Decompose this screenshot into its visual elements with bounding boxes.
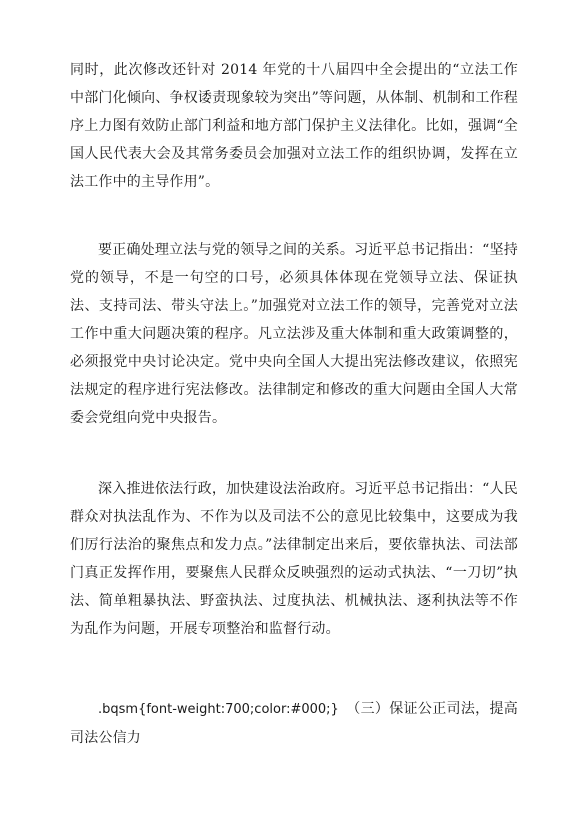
paragraph-1: 同时，此次修改还针对 2014 年党的十八届四中全会提出的“立法工作中部门化倾向、争权诿责现象较为突出”等问题，从体制、机制和工作程序上力图有效防止部门利益和地方部门保护主义法律化。比如，强调“全国人民代表大会及其常务委员会加强对立法工作的组织协调，发挥在立法工作中的主导作用”。 [70, 62, 518, 190]
paragraph-2: 要正确处理立法与党的领导之间的关系。习近平总书记指出：“坚持党的领导，不是一句空的口号，必须具体体现在党领导立法、保证执法、支持司法、带头守法上。”加强党对立法工作的领导，完善党对立法工作中重大问题决策的程序。凡立法涉及重大体制和重大政策调整的，必须报党中央讨论决定。党中央向全国人大提出宪法修改建议，依照宪法规定的程序进行宪法修改。法律制定和修改的重大问题由全国人大常委会党组向党中央报告。 [70, 242, 518, 426]
stray-css-text: .bqsm{font-weight:700;color:#000;} [98, 702, 339, 717]
paragraph-3: 深入推进依法行政，加快建设法治政府。习近平总书记指出：“人民群众对执法乱作为、不作为以及司法不公的意见比较集中，这要成为我们厉行法治的聚焦点和发力点。”法律制定出来后，要依靠执法、司法部门真正发挥作用，要聚焦人民群众反映强烈的运动式执法、“一刀切”执法、简单粗暴执法、野蛮执法、过度执法、机械执法、逐利执法等不作为乱作为问题，开展专项整治和监督行动。 [70, 481, 518, 637]
paragraph-4 [70, 695, 518, 752]
section-heading-text: （三）保证公正司法，提高司法公信力 [70, 701, 519, 746]
